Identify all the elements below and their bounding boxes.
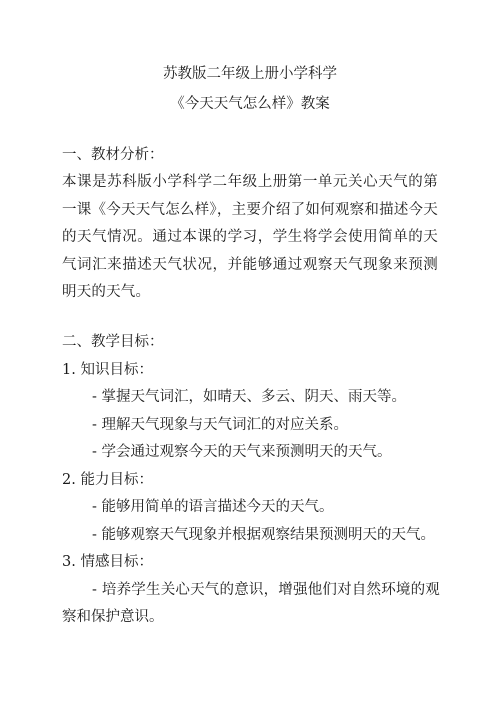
section-heading-goals: 二、教学目标： <box>62 334 164 350</box>
goal-item: - 掌握天气词汇，如晴天、多云、阴天、雨天等。 <box>92 389 407 405</box>
section-heading-analysis: 一、教材分析： <box>62 147 164 163</box>
document-title-line-2: 《今天天气怎么样》教案 <box>170 96 330 112</box>
goal-item: - 学会通过观察今天的天气来预测明天的天气。 <box>92 444 392 460</box>
goal-label-ability: 2. 能力目标： <box>62 472 153 488</box>
goal-item: - 能够用简单的语言描述今天的天气。 <box>92 499 334 515</box>
goal-item: - 培养学生关心天气的意识，增强他们对自然环境的观 <box>92 582 441 598</box>
goal-label-knowledge: 1. 知识目标： <box>62 362 153 378</box>
paragraph-line: 本课是苏科版小学科学二年级上册第一单元关心天气的第 <box>62 174 438 190</box>
paragraph-line: 气词汇来描述天气状况，并能够通过观察天气现象来预测 <box>62 257 438 273</box>
paragraph-line: 一课《今天天气怎么样》，主要介绍了如何观察和描述今天 <box>62 202 438 218</box>
goal-item-continuation: 察和保护意识。 <box>62 609 164 625</box>
paragraph-line: 的天气情况。通过本课的学习，学生将学会使用简单的天 <box>62 229 438 245</box>
document-title-line-1: 苏教版二年级上册小学科学 <box>163 66 337 82</box>
goal-item: - 能够观察天气现象并根据观察结果预测明天的天气。 <box>92 527 436 543</box>
paragraph-line: 明天的天气。 <box>62 284 151 300</box>
goal-item: - 理解天气现象与天气词汇的对应关系。 <box>92 417 349 433</box>
goal-label-emotion: 3. 情感目标： <box>62 554 153 570</box>
